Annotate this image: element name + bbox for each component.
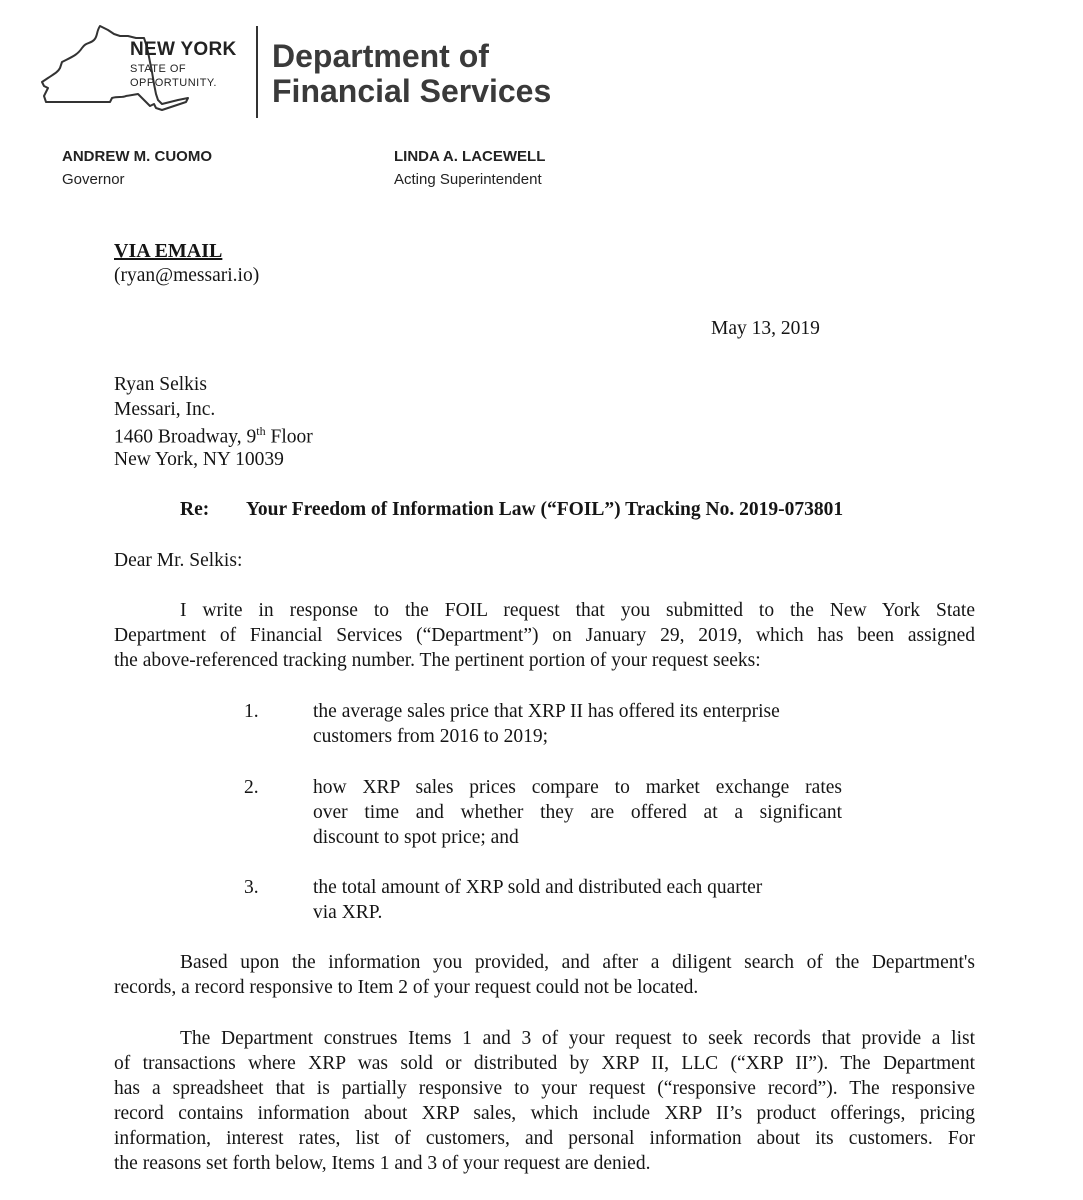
ny-state-of: STATE OF: [130, 63, 187, 75]
list-item-line: how XRP sales prices compare to market exchange rates: [313, 777, 842, 798]
paragraph-3-line: the reasons set forth below, Items 1 and 3 of your request are denied.: [114, 1153, 651, 1174]
letterhead-divider: [256, 26, 258, 118]
governor-title: Governor: [62, 171, 125, 188]
recipient-city: New York, NY 10039: [114, 449, 284, 470]
letter-date: May 13, 2019: [711, 318, 820, 339]
department-title-line-1: Department of: [272, 38, 489, 74]
paragraph-1-line: I write in response to the FOIL request that you submitted to the New York State: [180, 600, 975, 621]
list-item-line: the average sales price that XRP II has offered its enterprise: [313, 701, 780, 722]
street-ordinal: th: [256, 424, 266, 438]
recipient-email: (ryan@messari.io): [114, 265, 260, 286]
list-item-line: via XRP.: [313, 902, 383, 923]
street-floor: Floor: [265, 426, 313, 448]
recipient-name: Ryan Selkis: [114, 374, 207, 395]
recipient-company: Messari, Inc.: [114, 399, 216, 420]
letterhead: [0, 0, 1083, 130]
subject-line: Your Freedom of Information Law (“FOIL”) Tracking No. 2019-073801: [246, 499, 844, 520]
list-item-number: 1.: [244, 701, 259, 722]
superintendent-title: Acting Superintendent: [394, 171, 542, 188]
recipient-street: [114, 425, 313, 447]
ny-opportunity: OPPORTUNITY.: [130, 77, 217, 89]
superintendent-name: LINDA A. LACEWELL: [394, 148, 546, 165]
list-item-line: discount to spot price; and: [313, 827, 519, 848]
list-item-line: the total amount of XRP sold and distributed each quarter: [313, 877, 763, 898]
paragraph-2-line: Based upon the information you provided, and after a diligent search of the Department's: [180, 952, 975, 973]
list-item-number: 2.: [244, 777, 259, 798]
paragraph-3-line: has a spreadsheet that is partially responsive to your request (“responsive record”). The responsive: [114, 1078, 975, 1099]
list-item-line: customers from 2016 to 2019;: [313, 726, 549, 747]
paragraph-3-line: The Department construes Items 1 and 3 of your request to seek records that provide a list: [180, 1028, 975, 1049]
paragraph-3-line: of transactions where XRP was sold or distributed by XRP II, LLC (“XRP II”). The Department: [114, 1053, 975, 1074]
delivery-method: VIA EMAIL: [114, 240, 223, 262]
governor-name: ANDREW M. CUOMO: [62, 148, 212, 165]
ny-state-name: NEW YORK: [130, 39, 237, 60]
paragraph-1-line: Department of Financial Services (“Department”) on January 29, 2019, which has been assigned: [114, 625, 975, 646]
department-title-line-2: Financial Services: [272, 73, 552, 109]
list-item-line: over time and whether they are offered at a significant: [313, 802, 842, 823]
salutation: Dear Mr. Selkis:: [114, 550, 243, 571]
paragraph-1-line: the above-referenced tracking number. The pertinent portion of your request seeks:: [114, 650, 761, 671]
list-item-number: 3.: [244, 877, 259, 898]
street-main: 1460 Broadway, 9: [114, 426, 257, 448]
paragraph-3-line: information, interest rates, list of customers, and personal information about its customers. For: [114, 1128, 975, 1149]
subject-label: Re:: [180, 499, 210, 520]
paragraph-2-line: records, a record responsive to Item 2 of your request could not be located.: [114, 977, 699, 998]
paragraph-3-line: record contains information about XRP sales, which include XRP II’s product offerings, pricing: [114, 1103, 975, 1124]
